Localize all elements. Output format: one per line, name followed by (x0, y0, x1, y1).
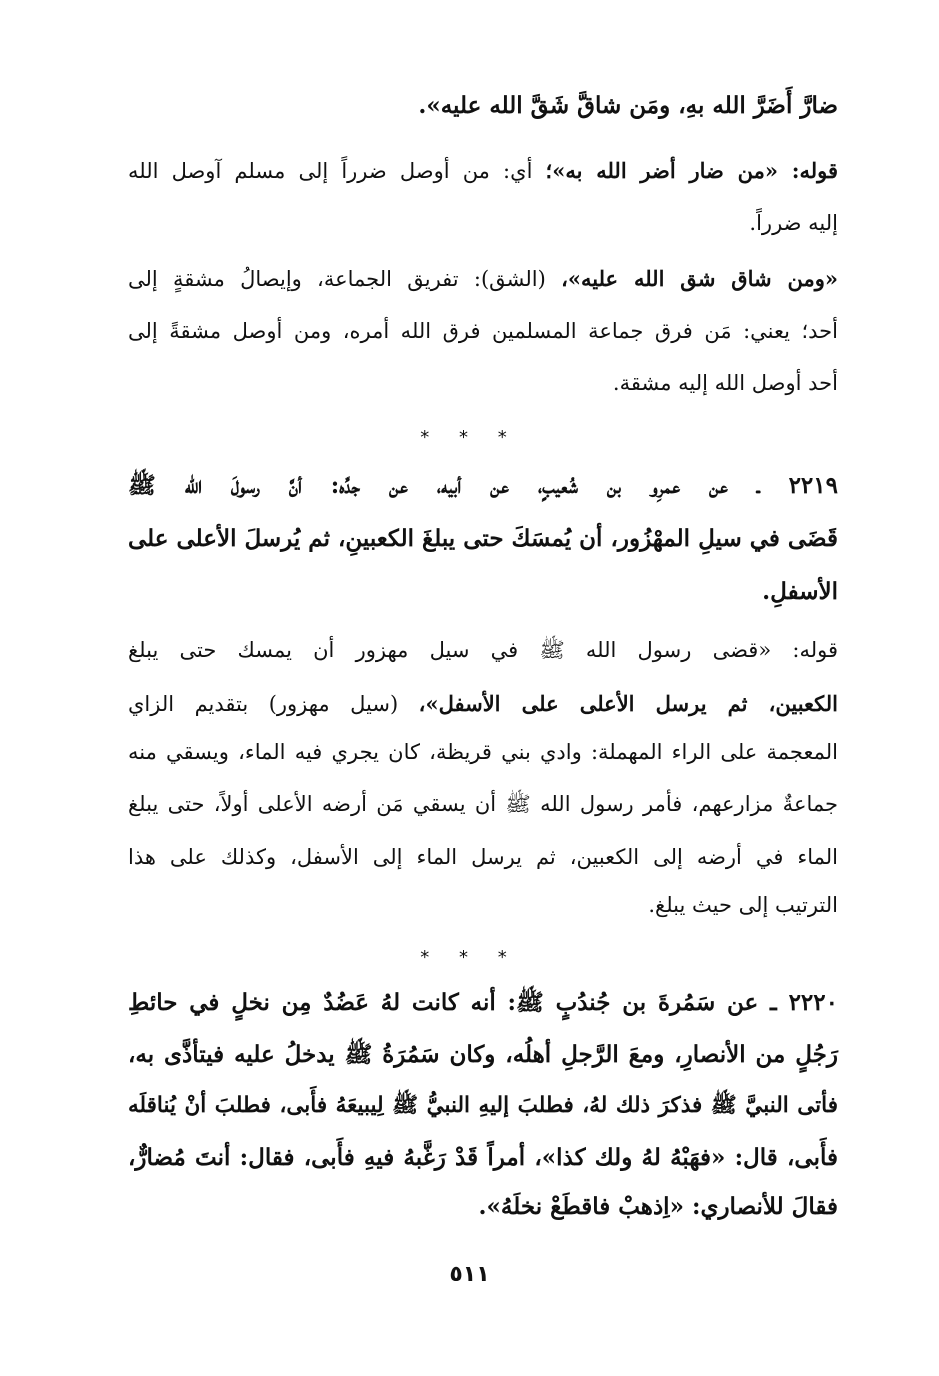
quoted-phrase: «ومن شاق شق الله عليه»، (561, 266, 838, 291)
text-line: فقالَ للأنصاري: «اِذهبْ فاقطَعْ نخلَهُ». (478, 1193, 838, 1220)
text-line: ضارَّ أَضَرَّ الله بهِ، ومَن شاقَّ شَقَّ الله عليه». (418, 92, 838, 119)
text-line: المعجمة على الراء المهملة: وادي بني قريظة، كان يجري فيه الماء، ويسقي منه (128, 740, 838, 764)
text-line: قَضَى في سيلِ المهْزُور، أن يُمسَكَ حتى يبلغَ الكعبينِ، ثم يُرسلَ الأعلى على (127, 525, 838, 552)
text-line: قوله: «قضى رسول الله ﷺ في سيل مهزور أن يمسك حتى يبلغ (128, 638, 838, 662)
page-number: ٥١١ (449, 1262, 490, 1287)
quoted-phrase: قوله: «من ضار أضر الله به»؛ (545, 158, 839, 183)
text-line: فأَبى، قال: «فهَبْهُ لهُ ولك كذا»، أمراً قَدْ رَغَّبهُ فيهِ فأَبى، فقال: أنتَ مُضارٌّ، (128, 1144, 838, 1171)
text-line: الترتيب إلى حيث يبلغ. (648, 893, 838, 917)
text-line: جماعةٌ مزارعهم، فأمر رسول الله ﷺ أن يسقي مَن أرضه الأعلى أولاً، حتى يبلغ (128, 792, 838, 816)
text-line: فأتى النبيَّ ﷺ فذكرَ ذلك لهُ، فطلبَ إليهِ النبيُّ ﷺ لِيبيعَهُ فأَبى، فطلبَ أنْ يُناقلَه (128, 1093, 838, 1118)
text-line: أحد؛ يعني: مَن فرق جماعة المسلمين فرق الله أمره، ومن أوصل مشقةً إلى (128, 319, 838, 343)
text-line: رَجُلٍ من الأنصارِ، ومعَ الرَّجلِ أهلُه، وكان سَمُرَةُ ﷺ يدخلُ عليه فيتأذَّى به، (128, 1041, 838, 1068)
text-line: الأسفلِ. (762, 578, 838, 605)
text-line (128, 268, 838, 290)
quoted-phrase: الكعبين، ثم يرسل الأعلى على الأسفل»، (418, 691, 838, 716)
text-line: ٢٢١٩ ـ عن عمرِو بن شُعيبٍ، عن أبيه، عن جدِّه: أنَّ رسولَ الله ﷺ (128, 472, 838, 499)
text-line: إليه ضرراً. (749, 211, 838, 235)
text-line (128, 160, 838, 182)
text-line (128, 693, 838, 715)
section-separator: * * * (420, 427, 519, 448)
text-line: ٢٢٢٠ ـ عن سَمُرةَ بن جُندُبٍ ﷺ: أنه كانت لهُ عَضُدٌ مِن نخلٍ في حائطِ (128, 989, 838, 1016)
commentary-text: (سيل مهزور) بتقديم الزاي (128, 692, 419, 716)
section-separator: * * * (420, 947, 519, 968)
commentary-text: (الشق): تفريق الجماعة، وإيصالُ مشقةٍ إلى (128, 267, 562, 291)
text-line: الماء في أرضه إلى الكعبين، ثم يرسل الماء إلى الأسفل، وكذلك على هذا (128, 845, 838, 869)
text-line: أحد أوصل الله إليه مشقة. (612, 371, 838, 395)
commentary-text: أي: من أوصل ضرراً إلى مسلم آوصل الله (128, 159, 546, 183)
